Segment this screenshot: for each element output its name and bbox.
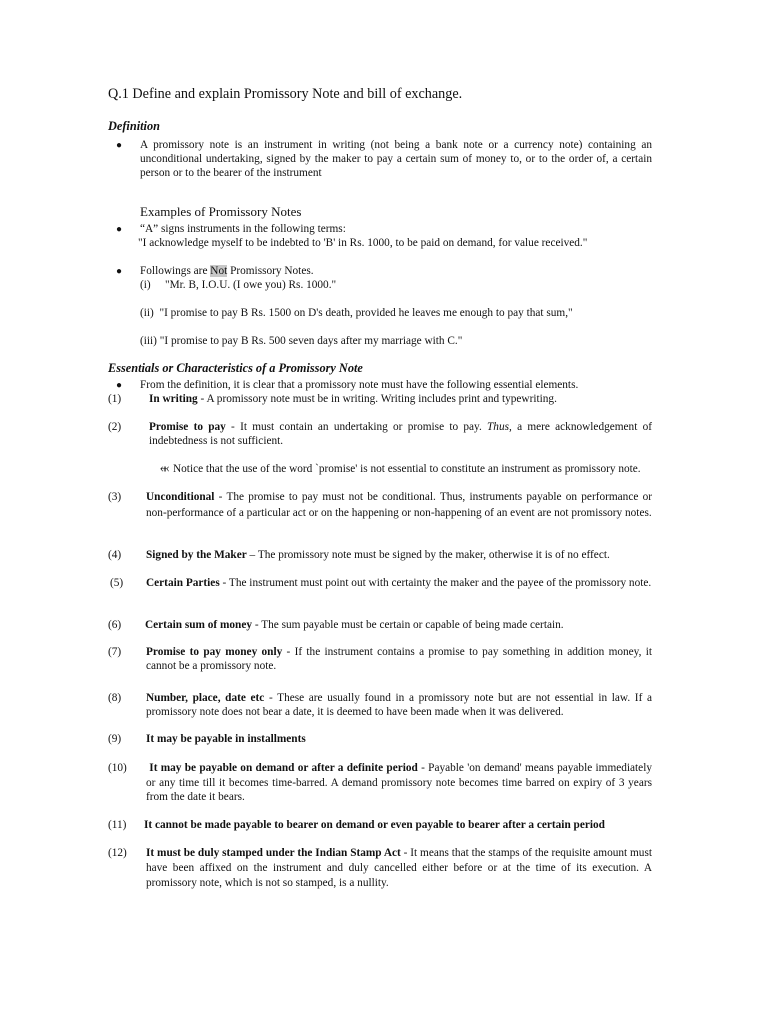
list-text: "I promise to pay B Rs. 1500 on D's death, provided he leaves me enough to pay that sum," xyxy=(159,307,573,319)
item-text: - It means that the stamps of the requisite amount must have been affixed on the instrument and duly cancelled either before or at the time of its execution. A promissory note, which is not so stamped, is a nullity. xyxy=(146,847,652,889)
essentials-intro: From the definition, it is clear that a promissory note must have the following essential elements. xyxy=(140,379,579,391)
item-text: - It must contain an undertaking or promise to pay. xyxy=(225,421,488,433)
item-text: - If the instrument contains a promise to pay something in addition money, it cannot be a promissory note. xyxy=(146,646,652,672)
not-notes-intro xyxy=(140,264,314,278)
item-number: (7) xyxy=(108,646,122,658)
bullet-icon: ● xyxy=(116,380,123,391)
essential-item xyxy=(146,490,652,521)
note-text: Notice that the use of the word `promise' is not essential to constitute an instrument as promissory note. xyxy=(173,463,641,475)
bullet-icon: ● xyxy=(116,266,123,277)
text: Followings are xyxy=(140,265,211,277)
item-text: - A promissory note must be in writing. Writing includes print and typewriting. xyxy=(197,393,557,405)
item-number: (5) xyxy=(110,577,124,589)
item-number: (4) xyxy=(108,549,122,561)
essential-item xyxy=(146,576,652,590)
item-italic: Thus, xyxy=(487,421,512,433)
item-text: - These are usually found in a promissory note but are not essential in law. If a promissory note does not bear a date, it is deemed to have been made when it was delivered. xyxy=(146,692,652,718)
essential-item xyxy=(146,732,306,746)
page-title: Q.1 Define and explain Promissory Note and bill of exchange. xyxy=(108,86,463,102)
item-title: Number, place, date etc xyxy=(146,692,265,704)
list-number: (i) xyxy=(140,279,151,291)
definition-heading: Definition xyxy=(108,119,160,133)
item-title: Promise to pay xyxy=(149,421,226,433)
item-title: It cannot be made payable to bearer on demand or even payable to bearer after a certain period xyxy=(144,819,605,831)
bullet-icon: ● xyxy=(116,224,123,235)
list-text: "I promise to pay B Rs. 500 seven days after my marriage with C." xyxy=(159,335,463,347)
item-text: - The sum payable must be certain or capable of being made certain. xyxy=(252,619,564,631)
essential-item xyxy=(146,645,652,673)
item-number: (11) xyxy=(108,819,127,831)
list-item xyxy=(140,306,573,320)
item-number: (3) xyxy=(108,491,122,503)
item-text: - The promise to pay must not be conditional. Thus, instruments payable on performance or non-performance of a particular act or on the happening or non-happening of an event are not promissory notes. xyxy=(146,491,652,519)
list-text: "Mr. B, I.O.U. (I owe you) Rs. 1000." xyxy=(165,279,337,291)
bullet-icon: ● xyxy=(116,140,123,151)
essential-item xyxy=(149,420,652,448)
item-title: In writing xyxy=(149,393,198,405)
example-line: “A” signs instruments in the following terms: xyxy=(140,223,346,235)
item-text: - Payable 'on demand' means payable immediately or any time till it becomes time-barred. A demand promissory note becomes time barred on expiry of 3 years from the date it bears. xyxy=(146,762,652,803)
item-number: (8) xyxy=(108,692,122,704)
text: Promissory Notes. xyxy=(227,265,314,277)
item-number: (2) xyxy=(108,421,122,433)
item-number: (6) xyxy=(108,619,122,631)
item-title: It must be duly stamped under the Indian Stamp Act xyxy=(146,847,401,859)
definition-text: A promissory note is an instrument in writing (not being a bank note or a currency note) containing an unconditional undertaking, signed by the maker to pay a certain sum of money to, or to the order of, a certain person or to the bearer of the instrument xyxy=(140,139,652,179)
item-title: It may be payable in installments xyxy=(146,733,306,745)
essential-item xyxy=(144,818,605,832)
essential-item xyxy=(149,392,557,406)
item-number: (10) xyxy=(108,762,127,774)
item-text: a mere acknowledgement of indebtedness is not sufficient. xyxy=(149,421,652,447)
essential-item xyxy=(145,618,564,632)
list-item xyxy=(140,278,337,292)
item-text: - The instrument must point out with certainty the maker and the payee of the promissory note. xyxy=(219,577,652,589)
item-title: Promise to pay money only xyxy=(146,646,283,658)
item-text: – The promissory note must be signed by the maker, otherwise it is of no effect. xyxy=(246,549,610,561)
item-number: (12) xyxy=(108,847,127,859)
item-number: (9) xyxy=(108,733,122,745)
item-title: Signed by the Maker xyxy=(146,549,247,561)
item-title: Certain sum of money xyxy=(145,619,252,631)
item-title: Unconditional xyxy=(146,491,215,503)
essential-item xyxy=(146,846,652,891)
item-number: (1) xyxy=(108,393,122,405)
essential-item xyxy=(146,761,652,805)
essential-item xyxy=(146,691,652,719)
highlighted-word: Not xyxy=(210,265,228,277)
arrow-left-icon: ⬺ xyxy=(160,463,170,475)
examples-heading: Examples of Promissory Notes xyxy=(140,204,302,219)
essentials-heading: Essentials or Characteristics of a Promissory Note xyxy=(108,361,363,375)
list-number: (ii) xyxy=(140,307,154,319)
essential-item xyxy=(146,548,610,562)
item-title: Certain Parties xyxy=(146,577,220,589)
list-number: (iii) xyxy=(140,335,157,347)
list-item xyxy=(140,334,462,348)
item-title: It may be payable on demand or after a definite period xyxy=(149,762,418,774)
example-quote: "I acknowledge myself to be indebted to 'B' in Rs. 1000, to be paid on demand, for value received." xyxy=(138,237,588,249)
